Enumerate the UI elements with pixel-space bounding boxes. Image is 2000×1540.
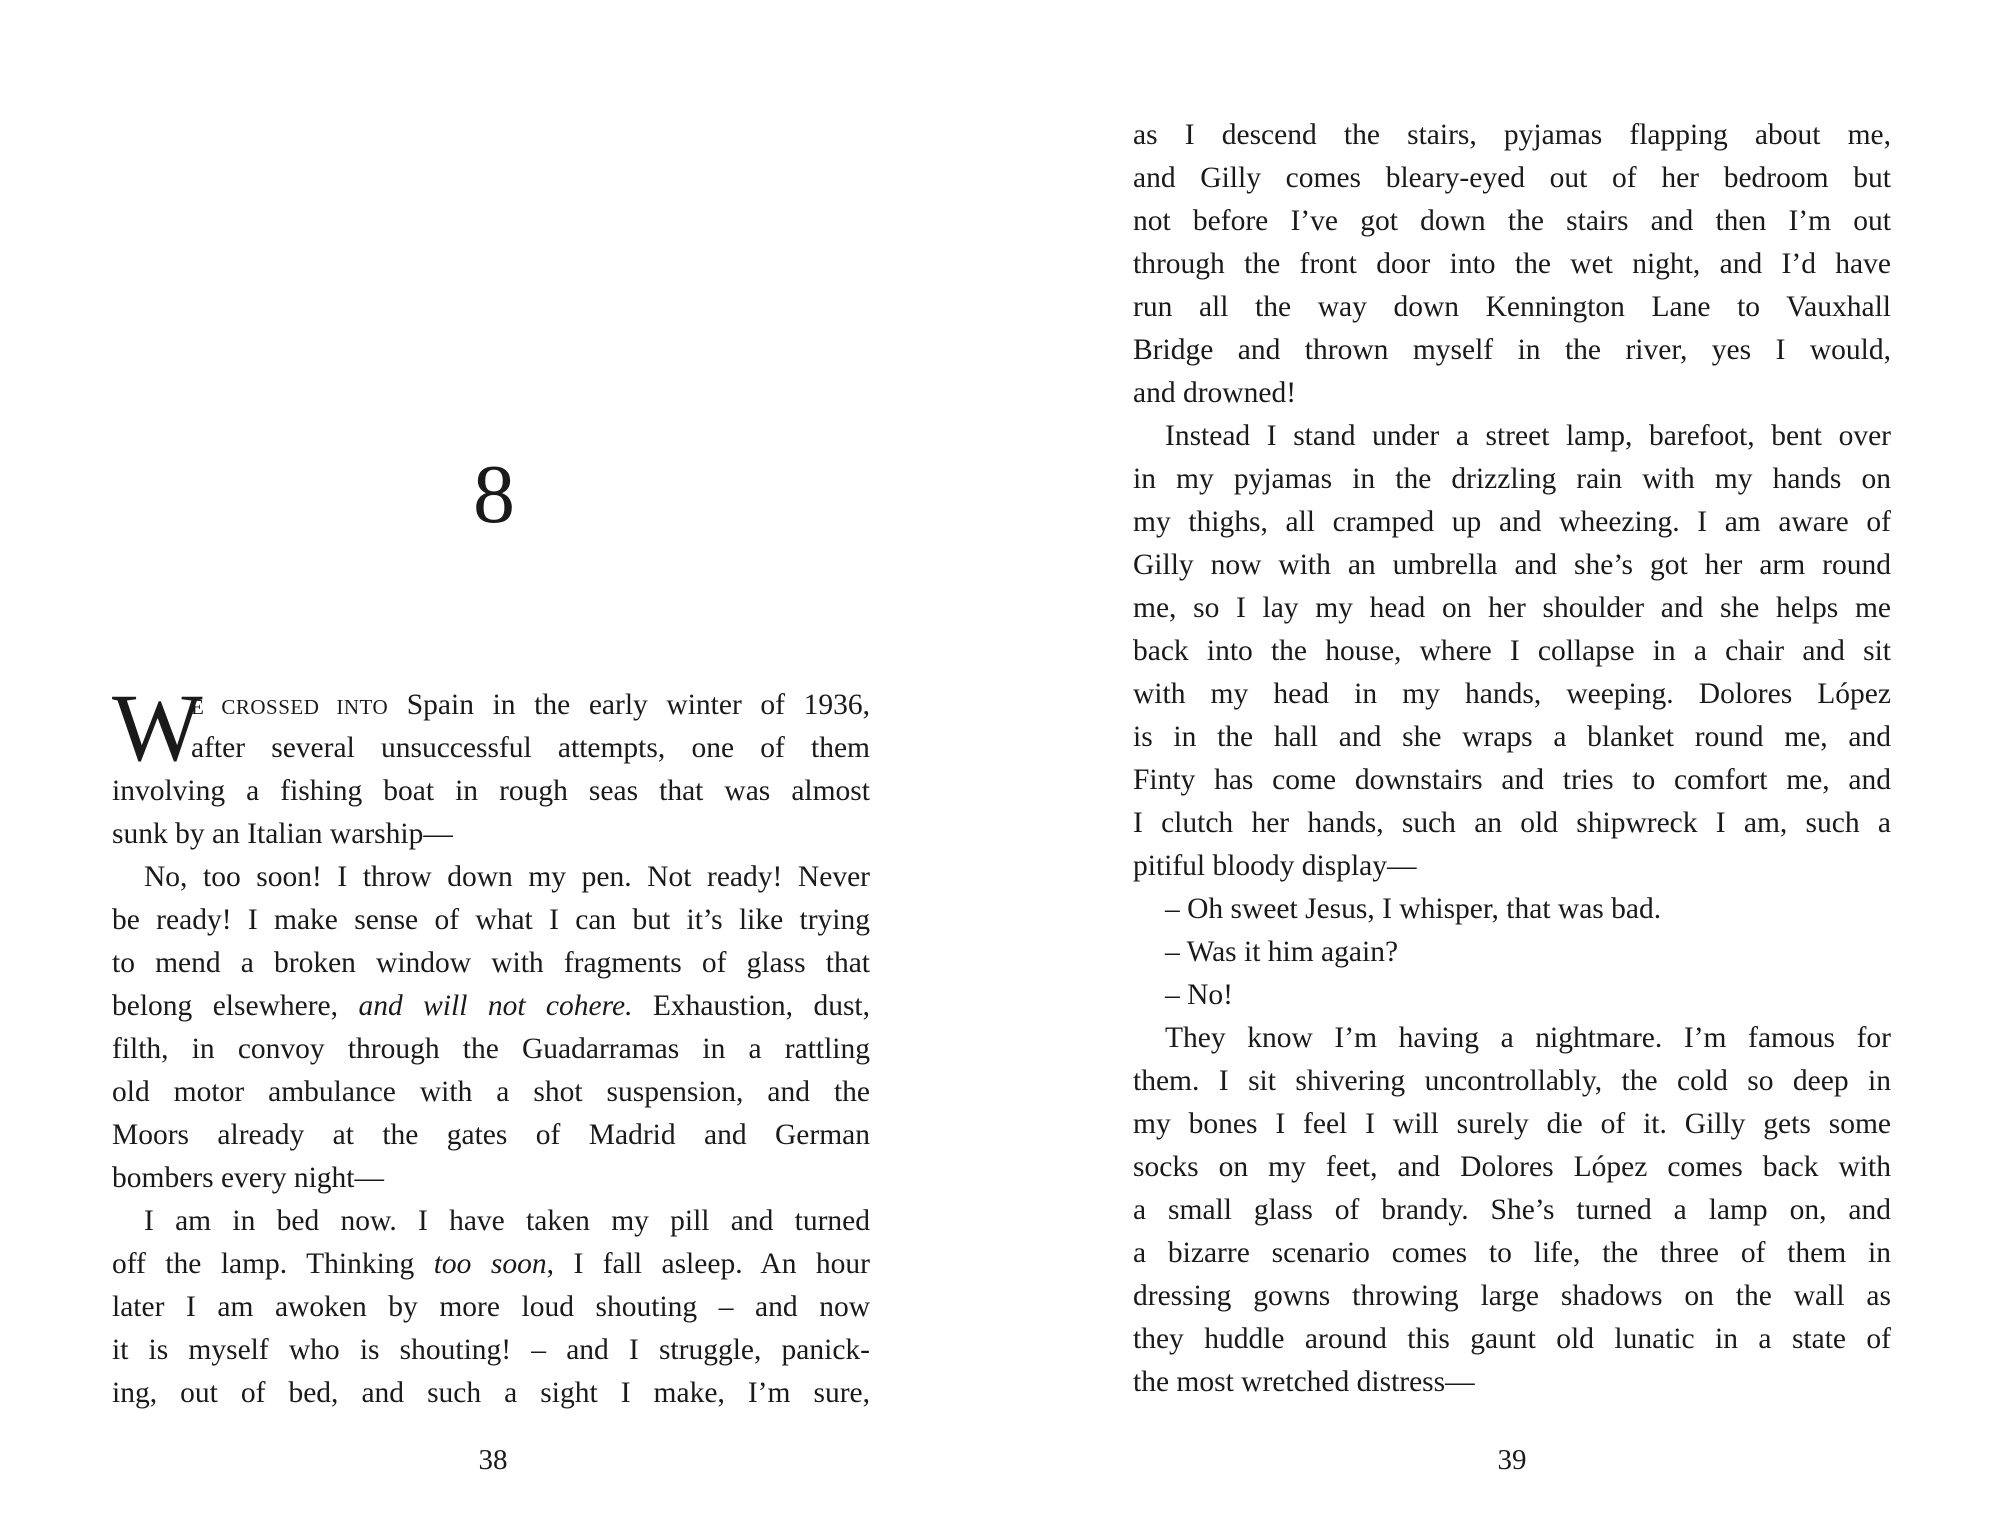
chapter-number: 8 (473, 448, 515, 541)
text-line: sunk by an Italian warship— (112, 818, 453, 850)
text-line: through the front door into the wet night, and I’d have (1133, 248, 1891, 280)
text-line: me, so I lay my head on her shoulder and she helps me (1133, 592, 1891, 624)
text-line: Instead I stand under a street lamp, barefoot, bent over (1165, 420, 1891, 452)
drop-cap: W (112, 674, 203, 781)
text-line: back into the house, where I collapse in a chair and sit (1133, 635, 1891, 667)
text-line: with my head in my hands, weeping. Dolores López (1133, 678, 1891, 710)
text-line: involving a fishing boat in rough seas that was almost (112, 775, 870, 807)
text-line: socks on my feet, and Dolores López comes back with (1133, 1151, 1891, 1183)
text-line: Bridge and thrown myself in the river, yes I would, (1133, 334, 1891, 366)
text-line: bombers every night— (112, 1162, 384, 1194)
dialogue-line: – Oh sweet Jesus, I whisper, that was bad. (1165, 893, 1662, 925)
text-line: old motor ambulance with a shot suspension, and the (112, 1076, 870, 1108)
text-line: a bizarre scenario comes to life, the three of them in (1133, 1237, 1891, 1269)
right-text-block (1133, 114, 1891, 1404)
dialogue-line: – Was it him again? (1165, 936, 1399, 968)
text-line: my thighs, all cramped up and wheezing. I am aware of (1133, 506, 1891, 538)
text-line: and Gilly comes bleary-eyed out of her bedroom but (1133, 162, 1891, 194)
text-line: they huddle around this gaunt old lunatic in a state of (1133, 1323, 1891, 1355)
text-line: and drowned! (1133, 377, 1297, 409)
italic-phrase: and will not cohere. (358, 990, 633, 1022)
text-line: the most wretched distress— (1133, 1366, 1475, 1398)
text-line: belong elsewhere, and will not cohere. Exhaustion, dust, (112, 990, 870, 1022)
text-line: them. I sit shivering uncontrollably, the cold so deep in (1133, 1065, 1891, 1097)
dialogue-line: – No! (1165, 979, 1234, 1011)
text-line: my bones I feel I will surely die of it. Gilly gets some (1133, 1108, 1891, 1140)
text-line: dressing gowns throwing large shadows on the wall as (1133, 1280, 1891, 1312)
small-caps-opening: E CROSSED INTO (191, 695, 389, 719)
text-line: pitiful bloody display— (1133, 850, 1417, 882)
text-line: off the lamp. Thinking too soon, I fall asleep. An hour (112, 1248, 870, 1280)
text-line: is in the hall and she wraps a blanket round me, and (1133, 721, 1891, 753)
text-line: E CROSSED INTO Spain in the early winter of 1936, (191, 689, 870, 721)
page-number-right: 39 (1497, 1444, 1527, 1476)
text-line: as I descend the stairs, pyjamas flapping about me, (1133, 119, 1891, 151)
text-line: ing, out of bed, and such a sight I make, I’m sure, (112, 1377, 870, 1409)
text-line: filth, in convoy through the Guadarramas in a rattling (112, 1033, 870, 1065)
text-line: it is myself who is shouting! – and I struggle, panick- (112, 1334, 870, 1366)
text-line: I clutch her hands, such an old shipwreck I am, such a (1133, 807, 1891, 839)
text-line: They know I’m having a nightmare. I’m famous for (1165, 1022, 1891, 1054)
left-text-block (112, 674, 870, 1415)
text-line: I am in bed now. I have taken my pill and turned (144, 1205, 870, 1237)
text-line: a small glass of brandy. She’s turned a lamp on, and (1133, 1194, 1891, 1226)
text-line: No, too soon! I throw down my pen. Not ready! Never (144, 861, 870, 893)
text-line: Gilly now with an umbrella and she’s got her arm round (1133, 549, 1891, 581)
text-line: be ready! I make sense of what I can but it’s like trying (112, 904, 870, 936)
text-line: in my pyjamas in the drizzling rain with my hands on (1133, 463, 1891, 495)
text-line: Moors already at the gates of Madrid and German (112, 1119, 870, 1151)
text-line: after several unsuccessful attempts, one of them (191, 732, 870, 764)
text-line: Finty has come downstairs and tries to comfort me, and (1133, 764, 1891, 796)
right-page (1000, 0, 2000, 1540)
italic-phrase: too soon (433, 1248, 547, 1280)
text-line: to mend a broken window with fragments of glass that (112, 947, 870, 979)
text-line: later I am awoken by more loud shouting – and now (112, 1291, 870, 1323)
page-number-left: 38 (478, 1444, 508, 1476)
text-line: not before I’ve got down the stairs and then I’m out (1133, 205, 1891, 237)
text-line: run all the way down Kennington Lane to Vauxhall (1133, 291, 1891, 323)
